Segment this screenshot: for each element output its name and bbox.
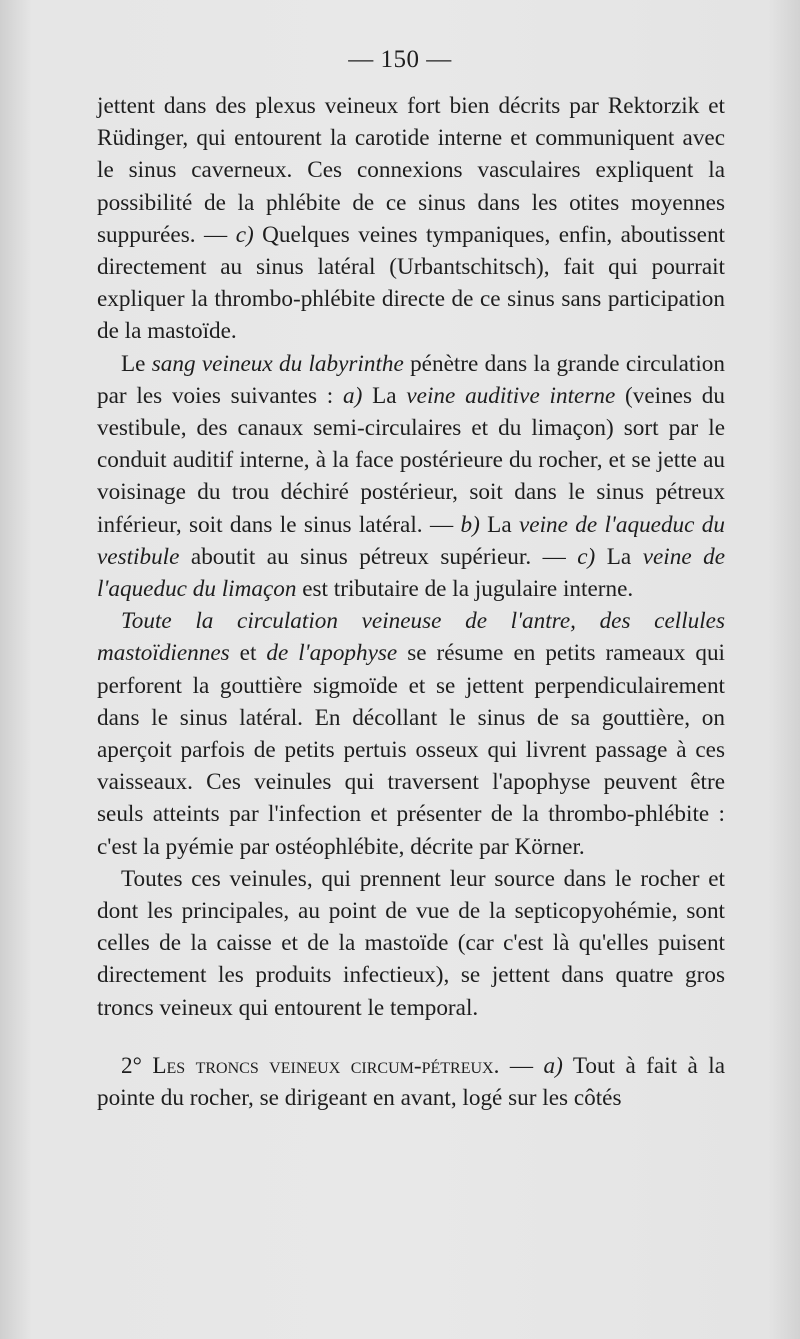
italic-run: de l'apophyse — [266, 640, 398, 667]
text-run: (veines du vestibule, des canaux semi-circulaires et du limaçon) sort par le conduit auditif interne, à la face postérieure du rocher, et se jette au voisinage du trou déchiré postérieur, soit dans le sinus pétreux inférieur, soit dans le sinus latéral. — — [97, 382, 725, 538]
text-run: se résume en petits rameaux qui perforent la gouttière sigmoïde et se jettent perpendiculairement dans le sinus latéral. En décollant le sinus de sa gouttière, on aperçoit parfois de petits pertuis osseux qui livrent passage à ces vaisseaux. Ces veinules qui traversent l'apophyse peuvent être seuls atteints par l'infection et présenter de la thrombo-phlébite : c'est la pyémie par ostéophlébite, décrite par Körner. — [97, 640, 725, 860]
paragraph-5 — [97, 1050, 725, 1114]
section-number: 2° — [121, 1052, 153, 1079]
paragraph-4 — [97, 863, 725, 1024]
paragraph-2 — [97, 348, 725, 606]
section-heading: Les troncs veineux circum-pétreux. — [152, 1052, 500, 1079]
text-run: aboutit au sinus pétreux supérieur. — — [179, 543, 578, 570]
section-gap — [97, 1024, 725, 1050]
italic-run: b) — [460, 511, 480, 538]
text-run: et — [229, 640, 267, 667]
paragraph-3 — [97, 605, 725, 863]
text-run: La — [595, 543, 643, 570]
text-run: est tributaire de la jugulaire interne. — [296, 576, 634, 603]
text-run: — — [499, 1052, 544, 1079]
italic-run: c) — [577, 543, 596, 570]
body-text — [97, 90, 725, 1114]
italic-run: veine de l'aqueduc du limaçon — [97, 543, 725, 603]
page-number: — 150 — — [348, 46, 452, 73]
text-run: Toutes ces veinules, qui prennent leur source dans le rocher et dont les principales, au point de vue de la septicopyohémie, sont celles de la caisse et de la mastoïde (car c'est là qu'elles puisent directement les produits infectieux), se jettent dans quatre gros troncs veineux qui entourent le temporal. — [97, 865, 725, 1021]
text-run: Quelques veines tympaniques, enfin, aboutissent directement au sinus latéral (Urbantschitsch), fait qui pourrait expliquer la thrombo-phlébite directe de ce sinus sans participation de la mastoïde. — [97, 221, 725, 345]
text-run: Tout à fait à la pointe du rocher, se dirigeant en avant, logé sur les côtés — [97, 1052, 726, 1112]
text-run: La — [362, 382, 407, 409]
italic-run: Toute la circulation veineuse de l'antre, des cellules mastoïdiennes — [97, 608, 725, 667]
text-run: La — [479, 511, 519, 538]
text-run: Le — [121, 350, 152, 377]
text-run: jettent dans des plexus veineux fort bien décrits par Rektorzik et Rüdinger, qui entourent la carotide interne et communiquent avec le sinus caverneux. Ces connexions vasculaires expliquent la possibilité de la phlébite de ce sinus dans les otites moyennes suppurées. — — [97, 93, 725, 248]
italic-run: veine de l'aqueduc du vestibule — [97, 511, 725, 570]
italic-run: a) — [343, 382, 363, 409]
text-run: pénètre dans la grande circulation par les voies suivantes : — [97, 350, 725, 409]
italic-run: sang veineux du labyrinthe — [151, 350, 404, 377]
italic-run: veine auditive interne — [406, 382, 616, 409]
italic-run: a) — [543, 1052, 563, 1079]
italic-run: c) — [235, 221, 254, 248]
paragraph-1 — [97, 90, 725, 348]
